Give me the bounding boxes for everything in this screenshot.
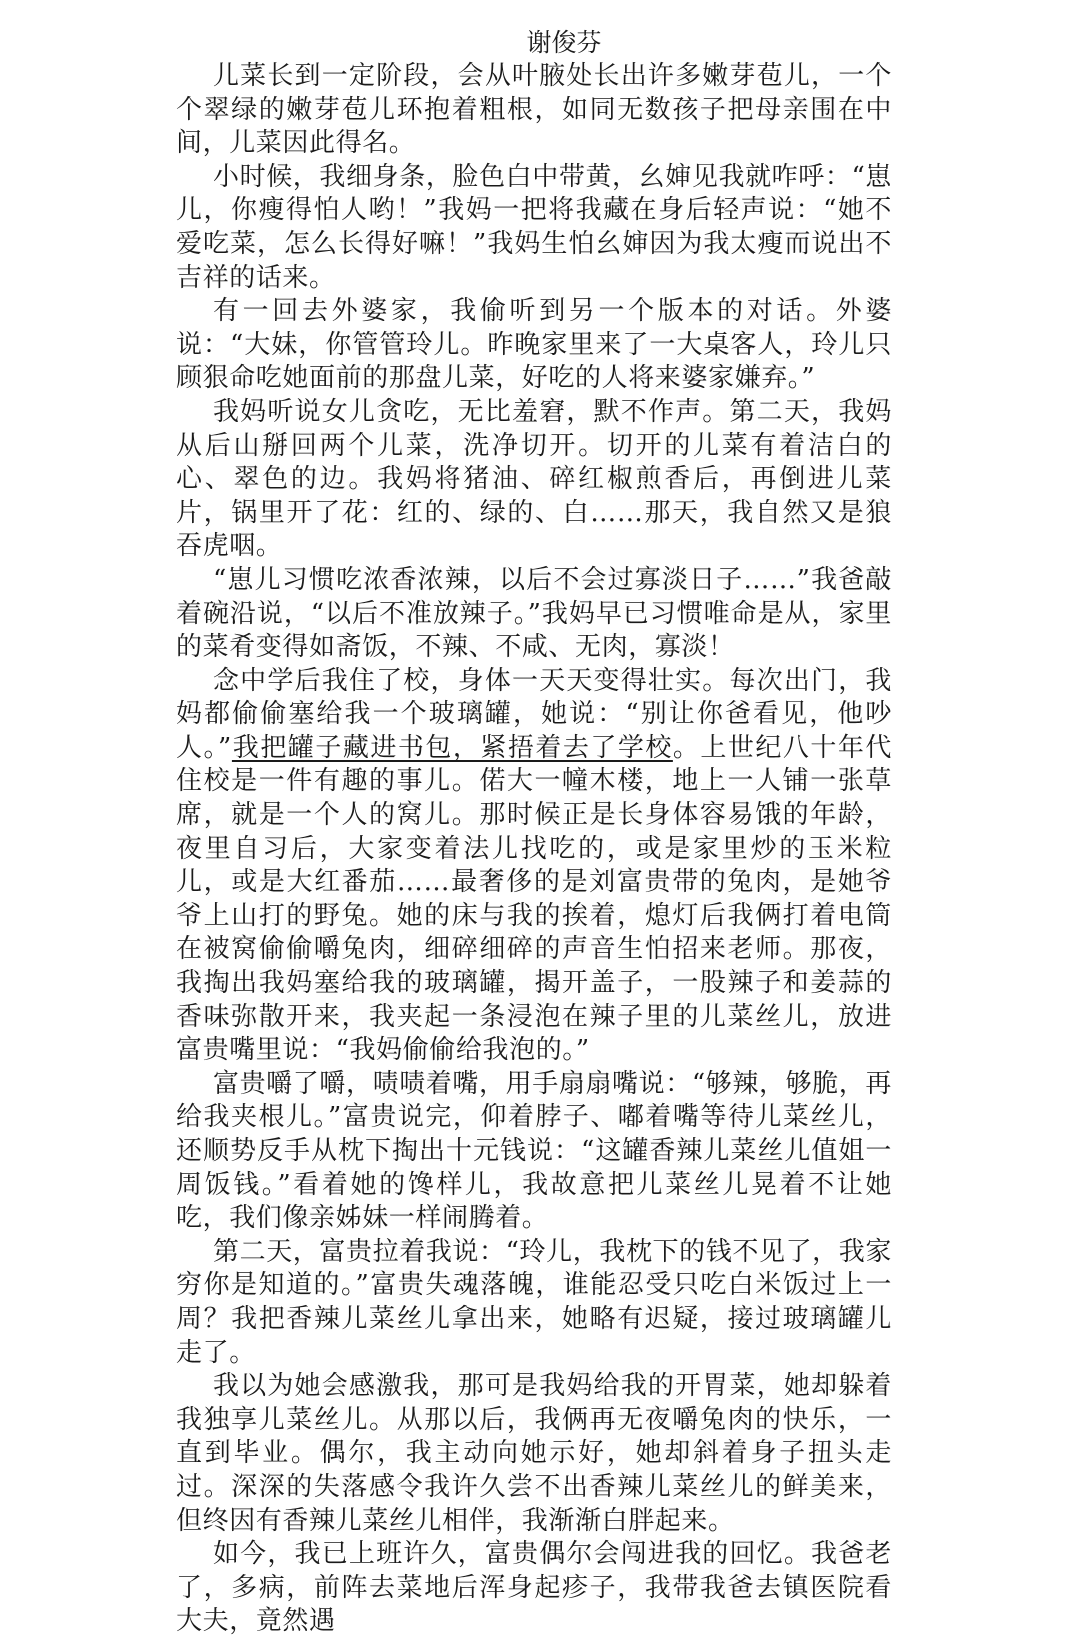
paragraph-4: [176, 396, 892, 564]
paragraph-8: [176, 1236, 892, 1370]
paragraph-10: [176, 1538, 892, 1639]
paragraph-6: [176, 665, 892, 1068]
paragraph-text: 我以为她会感激我，那可是我妈给我的开胃菜，她却躲着我独享儿菜丝儿。从那以后，我俩再无夜嚼兔肉的快乐，一直到毕业。偶尔，我主动向她示好，她却斜着身子扭头走过。深深的失落感令我许久尝不出香辣儿菜丝儿的鲜美来，但终因有香辣儿菜丝儿相伴，我渐渐白胖起来。: [176, 1371, 892, 1536]
paragraph-5: [176, 564, 892, 665]
paragraph-2: [176, 161, 892, 295]
paragraph-9: [176, 1370, 892, 1538]
paragraph-text: 小时候，我细身条，脸色白中带黄，幺婶见我就咋呼：“崽儿，你瘦得怕人哟！”我妈一把将我藏在身后轻声说：“她不爱吃菜，怎么长得好嘛！”我妈生怕幺婶因为我太瘦而说出不吉祥的话来。: [176, 161, 892, 293]
paragraph-text: 儿菜长到一定阶段，会从叶腋处长出许多嫩芽苞儿，一个个翠绿的嫩芽苞儿环抱着粗根，如同无数孩子把母亲围在中间，儿菜因此得名。: [176, 61, 892, 159]
paragraph-1: [176, 60, 892, 161]
paragraph-3: [176, 295, 892, 396]
paragraph-text: 第二天，富贵拉着我说：“玲儿，我枕下的钱不见了，我家穷你是知道的。”富贵失魂落魄，谁能忍受只吃白米饭过上一周？我把香辣儿菜丝儿拿出来，她略有迟疑，接过玻璃罐儿走了。: [176, 1236, 892, 1368]
author-name: 谢俊芬: [526, 28, 602, 57]
paragraph-text: 。上世纪八十年代住校是一件有趣的事儿。偌大一幢木楼，地上一人铺一张草席，就是一个人的窝儿。那时候正是长身体容易饿的年龄，夜里自习后，大家变着法儿找吃的，或是家里炒的玉米粒儿，或是大红番茄……最奢侈的是刘富贵带的兔肉，是她爷爷上山打的野兔。她的床与我的挨着，熄灯后我俩打着电筒在被窝偷偷嚼兔肉，细碎细碎的声音生怕招来老师。那夜，我掏出我妈塞给我的玻璃罐，揭开盖子，一股辣子和姜蒜的香味弥散开来，我夹起一条浸泡在辣子里的儿菜丝儿，放进富贵嘴里说：“我妈偷偷给我泡的。”: [176, 732, 892, 1066]
paragraph-text: “崽儿习惯吃浓香浓辣，以后不会过寡淡日子……”我爸敲着碗沿说，“以后不准放辣子。”我妈早已习惯唯命是从，家里的菜肴变得如斋饭，不辣、不咸、无肉，寡淡！: [176, 564, 892, 663]
underlined-sentence: 我把罐子藏进书包，紧捂着去了学校: [231, 732, 673, 763]
paragraph-text: 如今，我已上班许久，富贵偶尔会闯进我的回忆。我爸老了，多病，前阵去菜地后浑身起疹子，我带我爸去镇医院看大夫，竟然遇: [176, 1539, 892, 1637]
paragraph-text: 富贵嚼了嚼，啧啧着嘴，用手扇扇嘴说：“够辣，够脆，再给我夹根儿。”富贵说完，仰着脖子、嘟着嘴等待儿菜丝儿，还顺势反手从枕下掏出十元钱说：“这罐香辣儿菜丝儿值姐一周饭钱。”看着她的馋样儿，我故意把儿菜丝儿晃着不让她吃，我们像亲姊妹一样闹腾着。: [176, 1068, 892, 1234]
paragraph-text: 我妈听说女儿贪吃，无比羞窘，默不作声。第二天，我妈从后山掰回两个儿菜，洗净切开。切开的儿菜有着洁白的心、翠色的边。我妈将猪油、碎红椒煎香后，再倒进儿菜片，锅里开了花：红的、绿的、白……那天，我自然又是狼吞虎咽。: [176, 396, 892, 562]
document-page: [176, 26, 892, 1639]
paragraph-text: 有一回去外婆家，我偷听到另一个版本的对话。外婆说：“大妹，你管管玲儿。昨晚家里来了一大桌客人，玲儿只顾狠命吃她面前的那盘儿菜，好吃的人将来婆家嫌弃。”: [176, 296, 892, 394]
paragraph-7: [176, 1068, 892, 1236]
paragraph-text: 念中学后我住了校，身体一天天变得壮实。每次出门，我妈都偷偷塞给我一个玻璃罐，她说：“别让你爸看见，他吵人。”: [176, 665, 892, 763]
